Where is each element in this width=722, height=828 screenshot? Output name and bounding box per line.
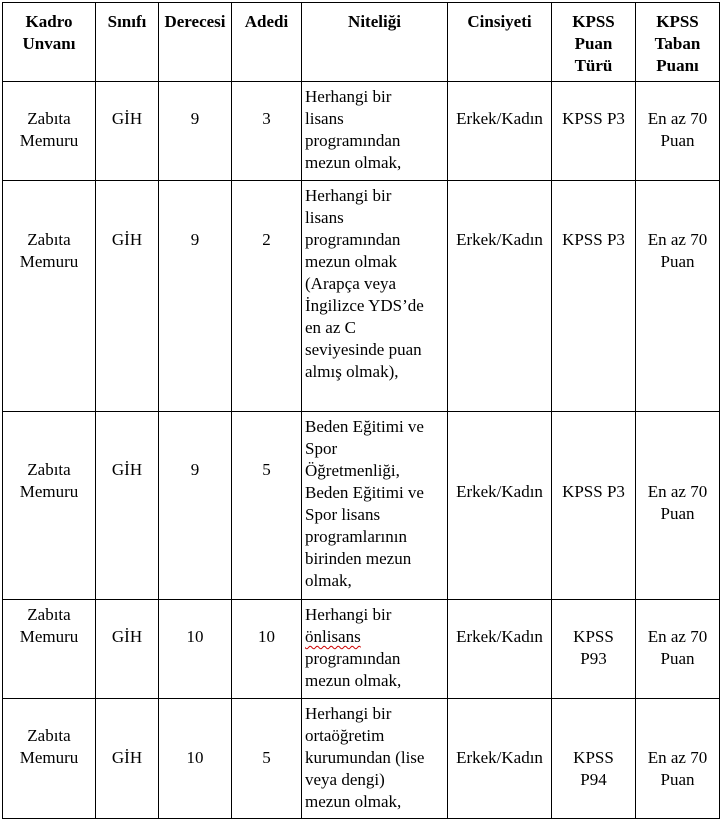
header-cinsiyeti: Cinsiyeti	[448, 3, 552, 82]
kadro-cell: Zabıta Memuru	[3, 699, 96, 819]
kadro-cell: Zabıta Memuru	[3, 600, 96, 699]
header-puan-turu: KPSS Puan Türü	[552, 3, 636, 82]
header-taban-puani: KPSS Taban Puanı	[636, 3, 720, 82]
puan-turu-cell: KPSS P3	[552, 412, 636, 600]
kadro-cell: Zabıta Memuru	[3, 181, 96, 412]
header-adedi: Adedi	[232, 3, 302, 82]
puan-turu-cell: KPSS P3	[552, 181, 636, 412]
puan-turu-cell: KPSS P93	[552, 600, 636, 699]
header-row	[3, 3, 720, 82]
table-row	[3, 699, 720, 819]
table-row	[3, 82, 720, 181]
puan-turu-cell: KPSS P94	[552, 699, 636, 819]
kadro-cell: Zabıta Memuru	[3, 412, 96, 600]
taban-puan-cell: En az 70 Puan	[636, 699, 720, 819]
adet-cell: 5	[232, 699, 302, 819]
table-row	[3, 412, 720, 600]
adet-cell: 3	[232, 82, 302, 181]
kadro-cell: Zabıta Memuru	[3, 82, 96, 181]
header-niteligi: Niteliği	[302, 3, 448, 82]
taban-puan-cell: En az 70 Puan	[636, 600, 720, 699]
nitelik-cell: Herhangi bir ortaöğretim kurumundan (lise veya dengi) mezun olmak,	[302, 699, 448, 819]
taban-puan-cell: En az 70 Puan	[636, 82, 720, 181]
header-kadro-unvani: Kadro Unvanı	[3, 3, 96, 82]
cinsiyet-cell: Erkek/Kadın	[448, 181, 552, 412]
adet-cell: 2	[232, 181, 302, 412]
cinsiyet-cell: Erkek/Kadın	[448, 600, 552, 699]
kadro-table	[2, 2, 720, 819]
sinif-cell: GİH	[96, 82, 159, 181]
header-derecesi: Derecesi	[159, 3, 232, 82]
spellcheck-underline: önlisans	[305, 627, 361, 646]
sinif-cell: GİH	[96, 699, 159, 819]
sinif-cell: GİH	[96, 181, 159, 412]
header-sinifi: Sınıfı	[96, 3, 159, 82]
adet-cell: 10	[232, 600, 302, 699]
derece-cell: 9	[159, 82, 232, 181]
taban-puan-cell: En az 70 Puan	[636, 181, 720, 412]
nitelik-cell: Herhangi bir önlisans programından mezun olmak,	[302, 600, 448, 699]
adet-cell: 5	[232, 412, 302, 600]
derece-cell: 9	[159, 412, 232, 600]
table-row	[3, 600, 720, 699]
nitelik-cell: Herhangi bir lisans programından mezun olmak,	[302, 82, 448, 181]
cinsiyet-cell: Erkek/Kadın	[448, 82, 552, 181]
derece-cell: 10	[159, 699, 232, 819]
nitelik-cell: Beden Eğitimi ve Spor Öğretmenliği, Beden Eğitimi ve Spor lisans programlarının birinden mezun olmak,	[302, 412, 448, 600]
nitelik-cell: Herhangi bir lisans programından mezun olmak (Arapça veya İngilizce YDS’de en az C seviyesinde puan almış olmak),	[302, 181, 448, 412]
taban-puan-cell: En az 70 Puan	[636, 412, 720, 600]
table-row	[3, 181, 720, 412]
sinif-cell: GİH	[96, 412, 159, 600]
cinsiyet-cell: Erkek/Kadın	[448, 412, 552, 600]
cinsiyet-cell: Erkek/Kadın	[448, 699, 552, 819]
puan-turu-cell: KPSS P3	[552, 82, 636, 181]
derece-cell: 9	[159, 181, 232, 412]
derece-cell: 10	[159, 600, 232, 699]
sinif-cell: GİH	[96, 600, 159, 699]
